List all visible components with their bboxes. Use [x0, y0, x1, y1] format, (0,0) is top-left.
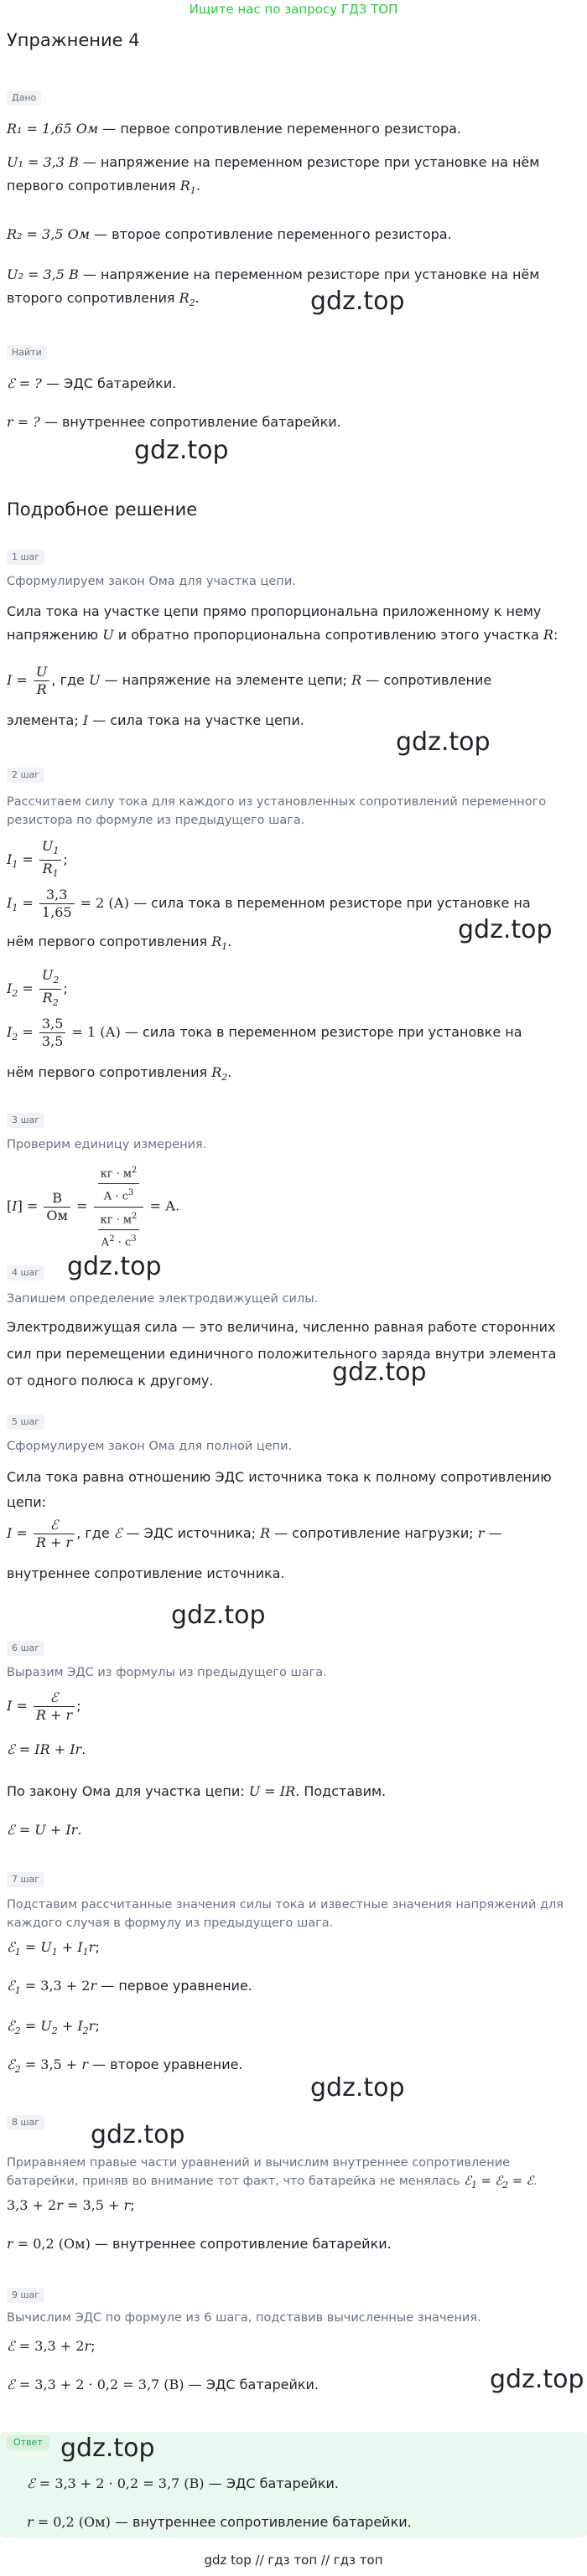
step7-label: 7 шаг	[7, 1872, 44, 1887]
step5-p2: цепи:	[7, 1494, 46, 1510]
step2-intro2: резистора по формуле из предыдущего шага.	[7, 814, 305, 827]
step6-ohm: По закону Ома для участка цепи: U = IR. Подставим.	[7, 1783, 387, 1799]
step1-p1: Сила тока на участке цепи прямо пропорциональна приложенному к нему	[7, 603, 542, 619]
step3-formula: [I] = $\frac{В}{Ом}$ = $\frac{\frac{кг \cdot м^2}{А \cdot с^3}}{\frac{кг \cdot м^2}{А^2 \cdot с^3}}$ = А.	[7, 1161, 179, 1252]
step4-p3: от одного полюса к другому.	[7, 1373, 214, 1389]
watermark: gdz.top	[91, 2120, 185, 2149]
given-u1: U₁ = 3,3 В — напряжение на переменном резисторе при установке на нём первого сопротивления $R_1$.	[7, 154, 540, 197]
solution-title: Подробное решение	[7, 499, 198, 520]
step5-t3: — сопротивление нагрузки;	[274, 1525, 474, 1541]
step9-res: — ЭДС батарейки.	[188, 2377, 319, 2392]
given-u1-text: — напряжение на переменном резисторе при установке на нём	[82, 154, 540, 170]
given-u2-text: — напряжение на переменном резисторе при установке на нём	[82, 266, 540, 282]
step2-a2-line: нём первого сопротивления $R_1$.	[7, 934, 232, 953]
step7-eq2: — второе уравнение.	[92, 2056, 243, 2072]
footer-link-3[interactable]: гдз топ	[333, 2553, 383, 2568]
footer-sep-2: //	[320, 2553, 330, 2568]
watermark: gdz.top	[310, 287, 405, 316]
find-e-formula: ℰ = ?	[7, 375, 42, 391]
step1-t5: — сила тока на участке цепи.	[92, 712, 304, 728]
step1-text2: элемента; I — сила тока на участке цепи.	[7, 712, 304, 728]
find-e	[7, 372, 176, 396]
step6-sub: Подставим.	[304, 1783, 387, 1799]
step2-i2-calc: $I_2$ = $\frac{3,5}{3,5}$ = 1 (А) — сила тока в переменном резисторе при установке на	[7, 1016, 522, 1049]
step1-p2b: и обратно пропорциональна сопротивлению этого участка	[117, 627, 539, 643]
step9-intro: Вычислим ЭДС по формуле из 6 шага, подставив вычисленные значения.	[7, 2311, 481, 2325]
answer-e: ℰ = 3,3 + 2 · 0,2 = 3,7 (В) — ЭДС батарейки.	[27, 2475, 339, 2491]
find-r-formula: r = ?	[7, 414, 40, 430]
step2-i1-formula: $I_1$ = $\frac{U_1}{R_1}$ ;	[7, 838, 68, 880]
step2-label: 2 шаг	[7, 768, 44, 783]
step2-b2-line: нём первого сопротивления $R_2$.	[7, 1064, 232, 1084]
watermark: gdz.top	[171, 1601, 266, 1630]
page-title: Упражнение 4	[7, 30, 140, 50]
r2-formula: R₂ = 3,5 Ом	[7, 226, 90, 242]
step4-label: 4 шаг	[7, 1265, 44, 1280]
given-label: Дано	[7, 91, 41, 106]
u2-formula: U₂ = 3,5 В	[7, 266, 79, 282]
step3-label: 3 шаг	[7, 1113, 44, 1128]
watermark: gdz.top	[134, 436, 229, 465]
answer-e-text: — ЭДС батарейки.	[208, 2475, 339, 2491]
watermark: gdz.top	[332, 1358, 427, 1387]
step9-label: 9 шаг	[7, 2288, 44, 2303]
step2-b1: — сила тока в переменном резисторе при установке на	[124, 1024, 522, 1040]
step6-ohm-text: По закону Ома для участка цепи:	[7, 1783, 245, 1799]
step6-f3: ℰ = U + Ir.	[7, 1822, 82, 1838]
step5-intro: Сформулируем закон Ома для полной цепи.	[7, 1440, 293, 1453]
step8-intro2: батарейки, приняв во внимание тот факт, что батарейка не менялась	[7, 2175, 460, 2188]
step7-f2: ℰ$_1$ = 3,3 + 2r — первое уравнение.	[7, 1978, 252, 1997]
step5-t4: внутреннее сопротивление источника.	[7, 1565, 285, 1581]
step1-t4: элемента;	[7, 712, 79, 728]
given-r1-text: — первое сопротивление переменного резистора.	[102, 121, 461, 137]
step8-f2: r = 0,2 (Ом) — внутреннее сопротивление батарейки.	[7, 2236, 392, 2252]
answer-label: Ответ	[7, 2435, 49, 2450]
step6-intro: Выразим ЭДС из формулы из предыдущего шага.	[7, 1666, 327, 1679]
step1-t3: — сопротивление	[366, 672, 492, 688]
step4-p2: сил при перемещении единичного положительного заряда внутри элемента	[7, 1346, 557, 1362]
search-banner[interactable]: Ищите нас по запросу ГДЗ ТОП	[189, 2, 398, 17]
step8-res: — внутреннее сопротивление батарейки.	[94, 2236, 392, 2252]
step1-formula: I = $\frac{U}{R}$ , где U — напряжение на элементе цепи; R — сопротивление	[7, 664, 492, 697]
step1-p2a: напряжению	[7, 627, 99, 643]
step5-label: 5 шаг	[7, 1415, 44, 1430]
watermark: gdz.top	[458, 915, 553, 944]
step5-t1: , где	[76, 1525, 110, 1541]
given-u1-text2: первого сопротивления	[7, 178, 176, 194]
step7-intro1: Подставим рассчитанные значения силы тока и известные значения напряжений для	[7, 1898, 564, 1911]
step1-t1: , где	[51, 672, 85, 688]
step1-intro: Сформулируем закон Ома для участка цепи.	[7, 575, 296, 588]
step8-label: 8 шаг	[7, 2115, 44, 2130]
step9-f2: ℰ = 3,3 + 2 · 0,2 = 3,7 (В) — ЭДС батарейки.	[7, 2377, 319, 2392]
r1-formula: R₁ = 1,65 Ом	[7, 121, 99, 137]
step7-intro2: каждого случая в формулу из предыдущего шага.	[7, 1916, 334, 1930]
step9-f1: ℰ = 3,3 + 2r;	[7, 2338, 96, 2354]
step2-i1-calc: $I_1$ = $\frac{3,3}{1,65}$ = 2 (А) — сила тока в переменном резисторе при установке на	[7, 887, 531, 920]
given-r2-text: — второе сопротивление переменного резистора.	[94, 226, 452, 242]
step2-a2: нём первого сопротивления	[7, 934, 208, 949]
answer-r-text: — внутреннее сопротивление батарейки.	[114, 2514, 412, 2530]
step7-f3: ℰ$_2$ = $U_2 + I_2r$;	[7, 2018, 100, 2037]
answer-r: r = 0,2 (Ом) — внутреннее сопротивление батарейки.	[27, 2514, 412, 2530]
step8-intro: Приравняем правые части уравнений и вычислим внутреннее сопротивление батарейки, приняв во внимание тот факт, что батарейка не менялась ℰ$_1$ = ℰ$_2$ = ℰ.	[7, 2156, 538, 2191]
footer-links	[0, 2553, 587, 2568]
footer-sep-1: //	[255, 2553, 264, 2568]
step2-i2-formula: $I_2$ = $\frac{U_2}{R_2}$ ;	[7, 967, 68, 1009]
step6-label: 6 шаг	[7, 1641, 44, 1656]
step1-text: Сила тока на участке цепи прямо пропорциональна приложенному к нему напряжению U и обратно пропорциональна сопротивлению этого участка R:	[7, 603, 558, 643]
given-u2: U₂ = 3,5 В — напряжение на переменном резисторе при установке на нём второго сопротивления $R_2$.	[7, 266, 540, 309]
given-r2	[7, 223, 585, 246]
u1-formula: U₁ = 3,3 В	[7, 154, 79, 170]
step1-t2: — напряжение на элементе цепи;	[104, 672, 348, 688]
footer-link-2[interactable]: гдз топ	[268, 2553, 318, 2568]
step2-intro	[7, 793, 546, 830]
watermark: gdz.top	[396, 727, 491, 757]
step7-f1: ℰ$_1$ = $U_1 + I_1r$;	[7, 1939, 100, 1958]
step5-t2: — ЭДС источника;	[126, 1525, 257, 1541]
step2-a1: — сила тока в переменном резисторе при установке на	[133, 895, 531, 911]
find-label: Найти	[7, 345, 47, 360]
step4-intro: Запишем определение электродвижущей силы.	[7, 1292, 319, 1306]
step8-f1: 3,3 + 2r = 3,5 + r;	[7, 2197, 135, 2213]
step7-f4: ℰ$_2$ = 3,5 + r — второе уравнение.	[7, 2056, 243, 2076]
step7-eq1: — первое уравнение.	[101, 1978, 252, 1994]
watermark: gdz.top	[67, 1252, 162, 1281]
step5-text	[7, 1465, 585, 1515]
step2-intro1: Рассчитаем силу тока для каждого из установленных сопротивлений переменного	[7, 795, 547, 809]
given-u2-text2: второго сопротивления	[7, 290, 175, 306]
find-r-text: — внутреннее сопротивление батарейки.	[44, 414, 341, 430]
step8-intro1: Приравняем правые части уравнений и вычислим внутреннее сопротивление	[7, 2156, 511, 2170]
step5-formula: I = $\frac{\text{ℰ}}{R + r}$ , где ℰ — ЭДС источника; R — сопротивление нагрузки; r —	[7, 1517, 502, 1550]
step3-intro: Проверим единицу измерения.	[7, 1138, 207, 1151]
step6-f1: I = $\frac{\text{ℰ}}{R + r}$ ;	[7, 1689, 81, 1723]
step1-label: 1 шаг	[7, 550, 44, 565]
watermark: gdz.top	[490, 2365, 584, 2394]
find-r	[7, 411, 341, 434]
watermark: gdz.top	[60, 2434, 155, 2463]
footer-link-1[interactable]: gdz top	[204, 2553, 252, 2568]
step7-intro	[7, 1896, 564, 1932]
step2-b2: нём первого сопротивления	[7, 1064, 208, 1080]
given-r1	[7, 117, 585, 141]
watermark: gdz.top	[310, 2073, 405, 2103]
step6-f2: ℰ = IR + Ir.	[7, 1741, 86, 1757]
find-e-text: — ЭДС батарейки.	[45, 375, 177, 391]
step4-text	[7, 1314, 585, 1394]
step5-p1: Сила тока равна отношению ЭДС источника тока к полному сопротивлению	[7, 1469, 552, 1485]
step4-p1: Электродвижущая сила — это величина, численно равная работе сторонних	[7, 1319, 556, 1335]
